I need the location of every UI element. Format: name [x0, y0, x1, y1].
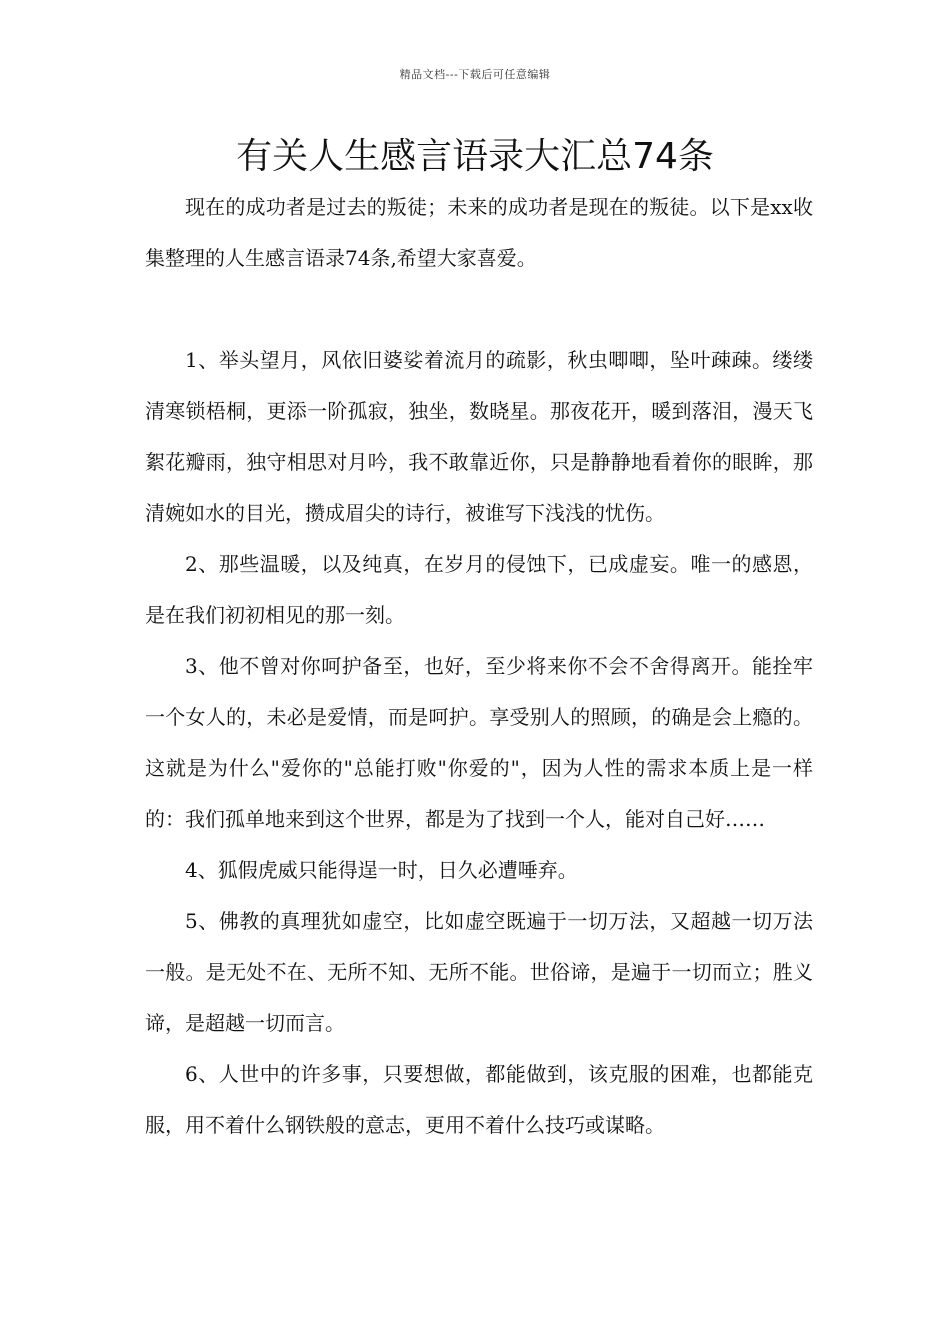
document-title: 有关人生感言语录大汇总74条 [236, 136, 714, 177]
quote-item-2: 2、那些温暖，以及纯真，在岁月的侵蚀下，已成虚妄。唯一的感恩，是在我们初初相见的那一刻。 [145, 552, 813, 627]
quote-item-1: 1、举头望月，风依旧婆娑着流月的疏影，秋虫唧唧，坠叶疎疎。缕缕清寒锁梧桐，更添一阶孤寂，独坐，数晓星。那夜花开，暖到落泪，漫天飞絮花瓣雨，独守相思对月吟，我不敢靠近你，只是静静地看着你的眼眸，那清婉如水的目光，攒成眉尖的诗行，被谁写下浅浅的忧伤。 [145, 348, 813, 525]
quote-item-3: 3、他不曾对你呵护备至，也好，至少将来你不会不舍得离开。能拴牢一个女人的，未必是爱情，而是呵护。享受别人的照顾，的确是会上瘾的。这就是为什么"爱你的"总能打败"你爱的"，因为人性的需求本质上是一样的：我们孤单地来到这个世界，都是为了找到一个人，能对自己好…… [145, 654, 813, 831]
paragraph-spacer [145, 284, 813, 335]
quote-item-6: 6、人世中的许多事，只要想做，都能做到，该克服的困难，也都能克服，用不着什么钢铁般的意志，更用不着什么技巧或谋略。 [145, 1062, 813, 1137]
document-header: 精品文档---下载后可任意编辑 [399, 68, 551, 81]
quote-item-5: 5、佛教的真理犹如虚空，比如虚空既遍于一切万法，又超越一切万法一般。是无处不在、无所不知、无所不能。世俗谛，是遍于一切而立；胜义谛，是超越一切而言。 [145, 909, 813, 1035]
intro-paragraph: 现在的成功者是过去的叛徒；未来的成功者是现在的叛徒。以下是xx收集整理的人生感言语录74条,希望大家喜爱。 [145, 195, 813, 270]
document-body [145, 182, 813, 1151]
quote-item-4: 4、狐假虎威只能得逞一时，日久必遭唾弃。 [185, 858, 578, 882]
